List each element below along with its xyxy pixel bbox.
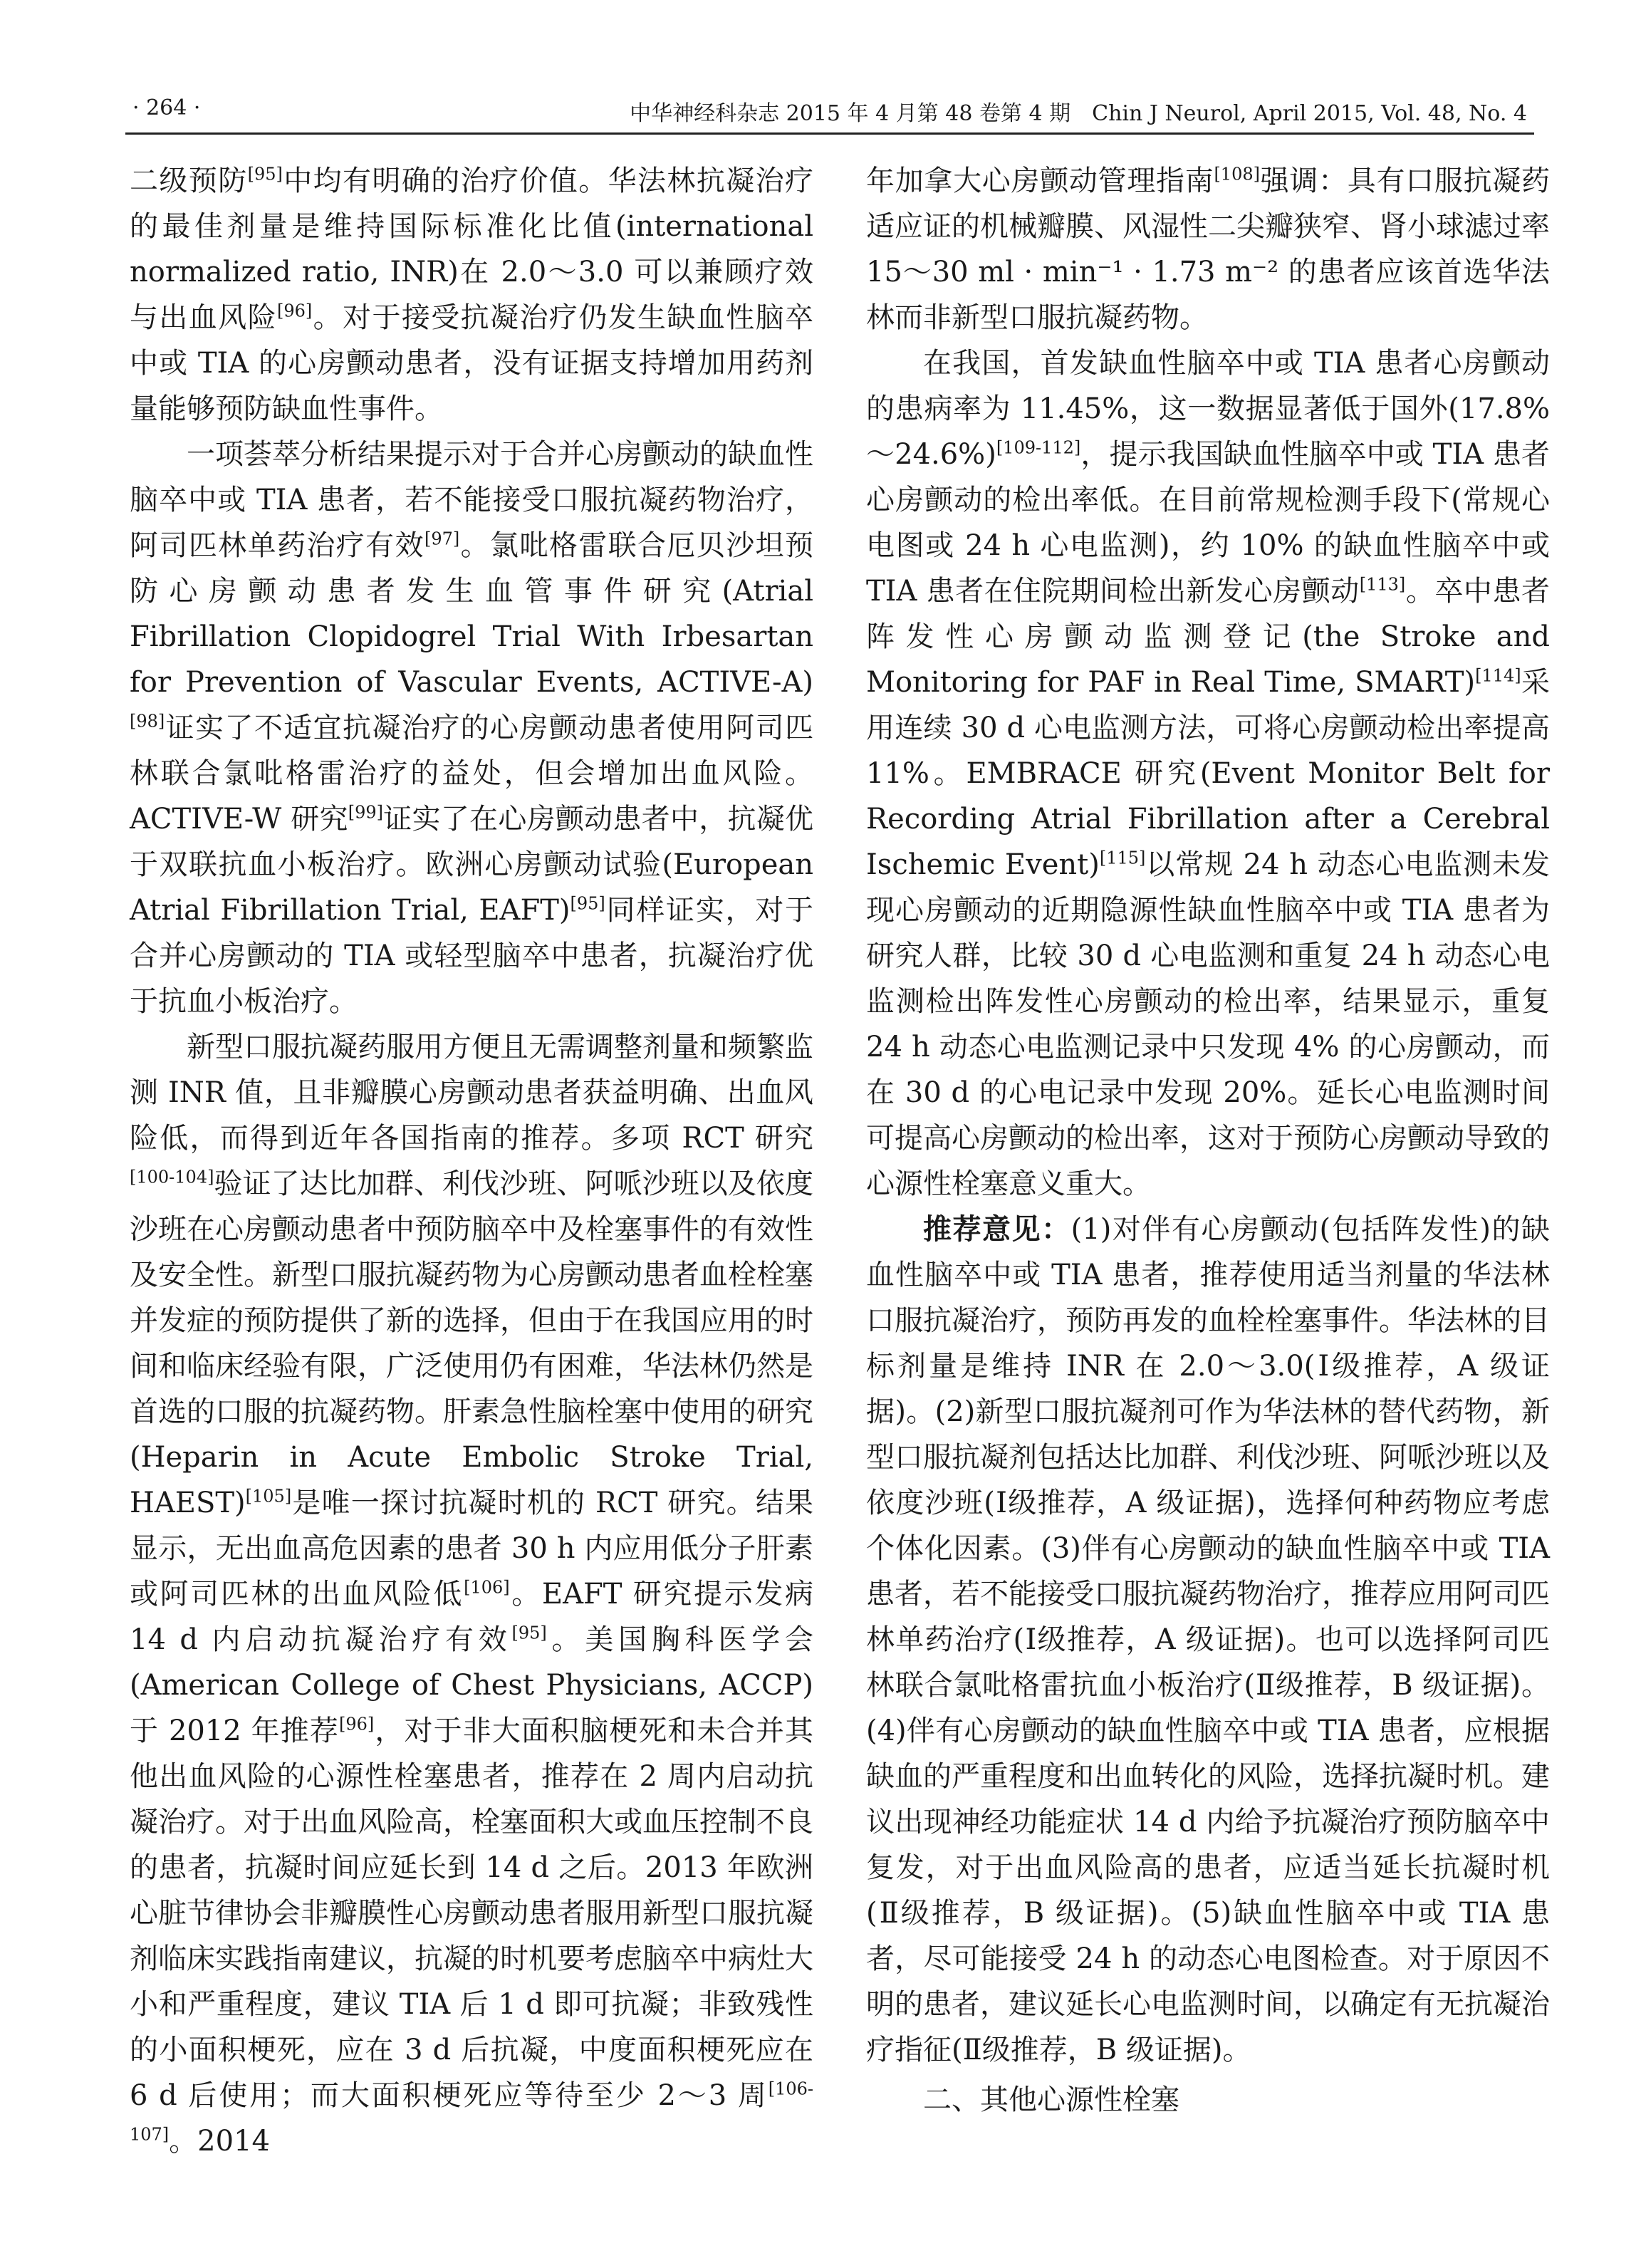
paragraph bbox=[130, 432, 813, 1024]
text-run: ，对于非大面积脑梗死和未合并其他出血风险的心源性栓塞患者，推荐在 2 周内启动抗凝治疗。对于出血风险高，栓塞面积大或血压控制不良的患者，抗凝时间应延长到 14 d 之后。2013 年欧洲心脏节律协会非瓣膜性心房颤动患者服用新型口服抗凝剂临床实践指南建议，抗凝的时机要考虑脑卒中病灶大小和严重程度，建议 TIA 后 1 d 即可抗凝；非致残性的小面积梗死，应在 3 d 后抗凝，中度面积梗死应在 6 d 后使用；而大面积梗死应等待至少 2～3 周 bbox=[130, 1715, 814, 2112]
text-run: 。美国胸科医学会(American College of Chest Physicians, ACCP)于 2012 年推荐 bbox=[130, 1623, 813, 1747]
text-run: (1)对伴有心房颤动(包括阵发性)的缺血性脑卒中或 TIA 患者，推荐使用适当剂量的华法林口服抗凝治疗，预防再发的血栓栓塞事件。华法林的目标剂量是维持 INR 在 2.0～3.0(Ⅰ级推荐，A 级证据)。(2)新型口服抗凝剂可作为华法林的替代药物，新型口服抗凝剂包括达比加群、利伐沙班、阿哌沙班以及依度沙班(Ⅰ级推荐，A 级证据)，选择何种药物应考虑个体化因素。(3)伴有心房颤动的缺血性脑卒中或 TIA 患者，若不能接受口服抗凝药物治疗，推荐应用阿司匹林单药治疗(Ⅰ级推荐，A 级证据)。也可以选择阿司匹林联合氯吡格雷抗血小板治疗(Ⅱ级推荐，B 级证据)。(4)伴有心房颤动的缺血性脑卒中或 TIA 患者，应根据缺血的严重程度和出血转化的风险，选择抗凝时机。建议出现神经功能症状 14 d 内给予抗凝治疗预防脑卒中复发，对于出血风险高的患者，应适当延长抗凝时机(Ⅱ级推荐，B 级证据)。(5)缺血性脑卒中或 TIA 患者，尽可能接受 24 h 的动态心电图检查。对于原因不明的患者，建议延长心电监测时间，以确定有无抗凝治疗指征(Ⅱ级推荐，B 级证据)。 bbox=[866, 1213, 1551, 2066]
citation-ref: [109-112] bbox=[996, 437, 1081, 458]
paragraph bbox=[130, 158, 813, 432]
citation-ref: [106-107] bbox=[130, 2079, 813, 2145]
text-run: 以常规 24 h 动态心电监测未发现心房颤动的近期隐源性缺血性脑卒中或 TIA 患者为研究人群，比较 30 d 心电监测和重复 24 h 动态心电监测检出阵发性心房颤动的检出率，结果显示，重复 24 h 动态心电监测记录中只发现 4% 的心房颤动，而在 30 d 的心电记录中发现 20%。延长心电监测时间可提高心房颤动的检出率，这对于预防心房颤动导致的心源性栓塞意义重大。 bbox=[866, 848, 1550, 1200]
text-run: 。EAFT 研究提示发病 14 d 内启动抗凝治疗有效 bbox=[130, 1578, 814, 1656]
citation-ref: [96] bbox=[277, 301, 313, 321]
paragraph bbox=[866, 158, 1550, 340]
text-run: ，提示我国缺血性脑卒中或 TIA 患者心房颤动的检出率低。在目前常规检测手段下(常规心电图或 24 h 心电监测)，约 10% 的缺血性脑卒中或 TIA 患者在住院期间检出新发心房颤动 bbox=[866, 438, 1551, 608]
text-run: 证实了不适宜抗凝治疗的心房颤动患者使用阿司匹林联合氯吡格雷治疗的益处，但会增加出血风险。ACTIVE-W 研究 bbox=[130, 712, 813, 836]
citation-ref: [105] bbox=[245, 1486, 292, 1507]
citation-ref: [99] bbox=[348, 802, 384, 823]
citation-ref: [95] bbox=[570, 893, 605, 914]
left-column bbox=[130, 158, 813, 2164]
citation-ref: [113] bbox=[1359, 574, 1406, 595]
citation-ref: [114] bbox=[1475, 665, 1521, 686]
paragraph bbox=[866, 1207, 1550, 2073]
citation-ref: [100-104] bbox=[130, 1167, 214, 1187]
text-run: 强调：具有口服抗凝药适应证的机械瓣膜、风湿性二尖瓣狭窄、肾小球滤过率 15～30 ml · min⁻¹ · 1.73 m⁻² 的患者应该首选华法林而非新型口服抗凝药物。 bbox=[866, 165, 1551, 334]
citation-ref: [95] bbox=[247, 164, 283, 184]
text-run: 二级预防 bbox=[130, 165, 248, 197]
section-heading bbox=[866, 2077, 1550, 2123]
text-run: 同样证实，对于合并心房颤动的 TIA 或轻型脑卒中患者，抗凝治疗优于抗血小板治疗。 bbox=[130, 894, 814, 1018]
citation-ref: [95] bbox=[511, 1623, 547, 1643]
text-run: 。卒中患者阵发性心房颤动监测登记(the Stroke and Monitoring for PAF in Real Time, SMART) bbox=[866, 575, 1551, 699]
citation-ref: [98] bbox=[130, 711, 165, 732]
text-run: 新型口服抗凝药服用方便且无需调整剂量和频繁监测 INR 值，且非瓣膜心房颤动患者获益明确、出血风险低，而得到近年各国指南的推荐。多项 RCT 研究 bbox=[130, 1031, 813, 1155]
right-column bbox=[866, 158, 1550, 2123]
running-header bbox=[125, 90, 1534, 135]
text-run: 。对于接受抗凝治疗仍发生缺血性脑卒中或 TIA 的心房颤动患者，没有证据支持增加用药剂量能够预防缺血性事件。 bbox=[130, 301, 814, 425]
journal-citation: 中华神经科杂志 2015 年 4 月第 48 卷第 4 期 Chin J Neurol, April 2015, Vol. 48, No. 4 bbox=[630, 101, 1527, 126]
bold-lead: 推荐意见： bbox=[923, 1212, 1071, 1246]
text-run: 一项荟萃分析结果提示对于合并心房颤动的缺血性脑卒中或 TIA 患者，若不能接受口服抗凝药物治疗，阿司匹林单药治疗有效 bbox=[130, 438, 813, 562]
text-run: 。氯吡格雷联合厄贝沙坦预防心房颤动患者发生血管事件研究(Atrial Fibrillation Clopidogrel Trial With Irbesartan for Prevention of Vascular Events, ACTIVE-A) bbox=[130, 529, 814, 699]
paragraph bbox=[130, 1024, 813, 2164]
text-run: 采用连续 30 d 心电监测方法，可将心房颤动检出率提高 11%。EMBRACE 研究(Event Monitor Belt for Recording Atrial Fibrillation after a Cerebral Ischemic Event) bbox=[866, 666, 1550, 881]
text-run: 在我国，首发缺血性脑卒中或 TIA 患者心房颤动的患病率为 11.45%，这一数据显著低于国外(17.8%～24.6%) bbox=[866, 347, 1550, 471]
text-run: 二、其他心源性栓塞 bbox=[923, 2084, 1179, 2116]
citation-ref: [96] bbox=[338, 1714, 375, 1734]
page-number: · 264 · bbox=[132, 95, 201, 120]
paragraph bbox=[866, 340, 1550, 1207]
citation-ref: [115] bbox=[1099, 848, 1146, 868]
text-run: 验证了达比加群、利伐沙班、阿哌沙班以及依度沙班在心房颤动患者中预防脑卒中及栓塞事件的有效性及安全性。新型口服抗凝药物为心房颤动患者血栓栓塞并发症的预防提供了新的选择，但由于在我国应用的时间和临床经验有限，广泛使用仍有困难，华法林仍然是首选的口服的抗凝药物。肝素急性脑栓塞中使用的研究(Heparin in Acute Embolic Stroke Trial, HAEST) bbox=[130, 1167, 813, 1519]
text-run: 中均有明确的治疗价值。华法林抗凝治疗的最佳剂量是维持国际标准化比值(international normalized ratio, INR)在 2.0～3.0 可以兼顾疗效与出血风险 bbox=[130, 165, 814, 334]
citation-ref: [106] bbox=[464, 1577, 510, 1598]
citation-ref: [108] bbox=[1214, 164, 1260, 184]
text-run: 。2014 bbox=[169, 2125, 270, 2158]
text-run: 年加拿大心房颤动管理指南 bbox=[866, 165, 1214, 197]
citation-ref: [97] bbox=[424, 529, 460, 549]
text-run: 是唯一探讨抗凝时机的 RCT 研究。结果显示，无出血高危因素的患者 30 h 内应用低分子肝素或阿司匹林的出血风险低 bbox=[130, 1487, 813, 1611]
text-run: 证实了在心房颤动患者中，抗凝优于双联抗血小板治疗。欧洲心房颤动试验(European Atrial Fibrillation Trial, EAFT) bbox=[130, 803, 814, 927]
